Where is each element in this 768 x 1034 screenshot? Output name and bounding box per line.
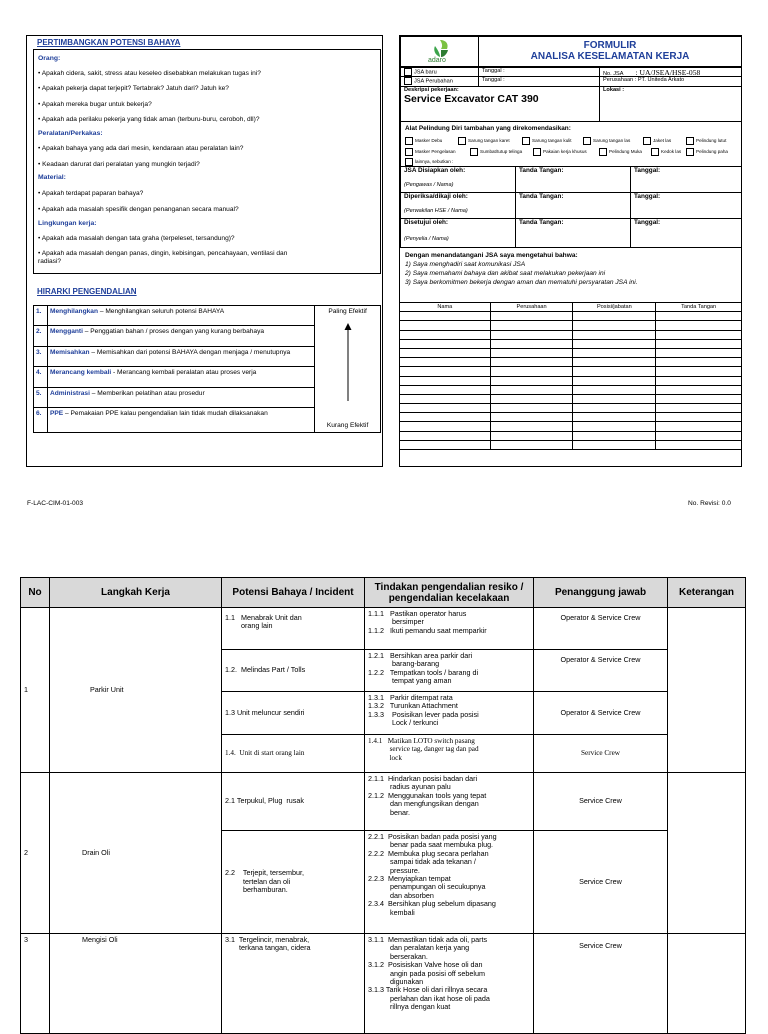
grid-row (400, 376, 742, 385)
grid-row (400, 312, 742, 321)
attendance-grid (399, 302, 742, 450)
pj-cell: Service Crew (534, 773, 668, 831)
grid-row (400, 358, 742, 367)
keterangan-cell (668, 934, 746, 1034)
step-name: Drain Oli (50, 773, 222, 934)
hazard-cell: 2.1 Terpukul, Plug rusak (222, 773, 365, 831)
control-cell: 1.2.1 Bersihkan area parkir dari barang-barang 1.2.2 Tempatkan tools / barang di tempat yang aman (365, 650, 534, 692)
stmt-item: 1) Saya menghadiri saat komunikasi JSA (405, 261, 526, 268)
pj-cell: Service Crew (534, 831, 668, 934)
hirarki-row: Memisahkan – Memisahkan dari potensi BAHAYA dengan menjaga / menutupnya (47, 346, 314, 366)
hazard-cell: 2.2 Terjepit, tersembur, tertelan dan oli berhamburan. (222, 831, 365, 934)
ppe-option: Pelindung paha (686, 148, 728, 156)
control-cell: 3.1.1 Memastikan tidak ada oli, parts dan peralatan kerja yang berserakan. 3.1.2 Posisiskan Valve hose oli dan angin pada posisi off sebelum digunakan 3.1.3 Tarik Hose oli dari rillnya secara perlahan dan ikat hose oli pada rillnya dengan kuat (365, 934, 534, 1034)
hazard-cell: 1.4. Unit di start orang lain (222, 735, 365, 773)
deskripsi-label: Deskripsi pekerjaan: (404, 87, 459, 93)
hirarki-table (33, 305, 381, 433)
hirarki-no: 2. (34, 326, 48, 346)
grid-row (400, 394, 742, 403)
jsa-steps-table (20, 577, 746, 1034)
logo-text: adaro (428, 57, 446, 64)
sig-approved: Disetujui oleh: (Penyelia / Nama) (400, 218, 516, 248)
potensi-item: • Apakah ada masalah dengan panas, dingin, kebisingan, pencahayaan, ventilasi dan (38, 250, 288, 257)
hirarki-row: Mengganti – Penggatian bahan / proses dengan yang kurang berbahaya (47, 326, 314, 346)
jsa-perubahan-cell: JSA Perubahan (400, 76, 479, 87)
group-head-orang: Orang: (38, 55, 61, 62)
grid-header: Nama (400, 303, 491, 312)
grid-header: Posisi/jabatan (573, 303, 656, 312)
col-keterangan: Keterangan (668, 578, 746, 608)
jsa-baru-checkbox[interactable] (404, 68, 412, 76)
step-no: 1 (21, 608, 50, 773)
ppe-option: lainnya, sebutkan : (405, 158, 453, 166)
control-cell: 2.1.1 Hindarkan posisi badan dari radius ayunan palu 2.1.2 Menggunakan tools yang tepat dan mengfungsikan dengan benar. (365, 773, 534, 831)
revision-number: No. Revisi: 0.0 (688, 500, 731, 507)
step-name: Mengisi Oli (50, 934, 222, 1034)
col-tindakan: Tindakan pengendalian resiko / pengendalian kecelakaan (365, 578, 534, 608)
group-head-lingkungan: Lingkungan kerja: (38, 220, 97, 227)
grid-row (400, 440, 742, 449)
ppe-option: Jaket las (643, 137, 671, 145)
step-no: 2 (21, 773, 50, 934)
adaro-logo-icon (430, 38, 452, 58)
col-potensi: Potensi Bahaya / Incident (222, 578, 365, 608)
deskripsi-value: Service Excavator CAT 390 (404, 93, 539, 105)
ppe-option: Sarung tangan kulit (522, 137, 572, 145)
form-title-cell (478, 36, 742, 67)
stmt-item: 2) Saya memahami bahaya dan akibat saat melakukan pekerjaan ini (405, 270, 606, 277)
control-cell: 1.3.1 Parkir ditempat rata 1.3.2 Turunkan Attachment 1.3.3 Posisikan lever pada posisi Lock / terkunci (365, 692, 534, 735)
col-pj: Penanggung jawab (534, 578, 668, 608)
effectiveness-column (315, 306, 381, 433)
tanggal-cell: Tanggal : (478, 76, 600, 87)
form-code: F-LAC-CIM-01-003 (27, 500, 84, 507)
hirarki-no: 4. (34, 367, 48, 387)
no-jsa-cell: No. JSA : UA/JSEA/HSE-058 (599, 67, 742, 77)
pj-cell: Operator & Service Crew (534, 608, 668, 650)
group-head-material: Material: (38, 174, 66, 181)
grid-row (400, 339, 742, 348)
pj-cell: Service Crew (534, 934, 668, 1034)
up-arrow-icon (343, 323, 353, 403)
control-cell: 1.1.1 Pastikan operator harus bersimper 1.1.2 Ikuti pemandu saat memparkir (365, 608, 534, 650)
grid-row (400, 367, 742, 376)
hazard-cell: 1.1 Menabrak Unit dan orang lain (222, 608, 365, 650)
grid-row (400, 330, 742, 339)
hirarki-row: Administrasi – Memberikan pelatihan atau prosedur (47, 387, 314, 407)
grid-row (400, 413, 742, 422)
hirarki-title: HIRARKI PENGENDALIAN (37, 287, 137, 296)
ppe-option: Masker Debu (405, 137, 442, 145)
potensi-item: • Apakah mereka bugar untuk bekerja? (38, 101, 152, 108)
control-cell: 2.2.1 Posisikan badan pada posisi yang benar pada saat membuka plug. 2.2.2 Membuka plug secara perlahan sampai tidak ada tekanan / pressure. 2.2.3 Menyiapkan tempat penampungan oli secukupnya dan absorben 2.3.4 Bersihkan plug sebelum dipasang kembali (365, 831, 534, 934)
grid-row (400, 321, 742, 330)
lokasi-cell: Lokasi : (599, 86, 742, 122)
hazard-cell: 1.2. Melindas Part / Tolls (222, 650, 365, 692)
sig-reviewed: Diperiksa/dikaji oleh: (Perwakilan HSE / Nama) (400, 192, 516, 219)
ppe-option: Pelindung Muka (599, 148, 642, 156)
grid-row (400, 431, 742, 440)
least-effective-label: Kurang Efektif (326, 422, 369, 429)
sig-tanggal: Tanggal: (630, 218, 742, 248)
grid-row (400, 385, 742, 394)
col-no: No (21, 578, 50, 608)
potensi-item: • Apakah ada perilaku pekerja yang tidak aman (terburu-buru, ceroboh, dll)? (38, 116, 260, 123)
sig-tanggal: Tanggal: (630, 192, 742, 219)
potensi-item: • Apakah ada masalah spesifik dengan penanganan secara manual? (38, 206, 239, 213)
grid-row (400, 404, 742, 413)
group-head-peralatan: Peralatan/Perkakas: (38, 130, 103, 137)
hirarki-row: Merancang kembali - Merancang kembali peralatan atau proses verja (47, 367, 314, 387)
sig-tanda-tangan: Tanda Tangan: (515, 218, 631, 248)
potensi-item: • Apakah cidera, sakit, stress atau keseleo disebabkan melakukan tugas ini? (38, 70, 261, 77)
potensi-item: • Apakah terdapat paparan bahaya? (38, 190, 144, 197)
ppe-option: Pakaian kerja khusus (533, 148, 587, 156)
col-langkah: Langkah Kerja (50, 578, 222, 608)
ppe-option: Sarung tangan las (583, 137, 630, 145)
hirarki-row: Menghilangkan – Menghilangkan seluruh potensi BAHAYA (47, 306, 314, 326)
keterangan-cell (668, 608, 746, 773)
potensi-item: • Apakah bahaya yang ada dari mesin, kendaraan atau peralatan lain? (38, 145, 244, 152)
apd-title: Alat Pelindung Diri tambahan yang direkomendasikan: (405, 125, 571, 132)
jsa-perubahan-checkbox[interactable] (404, 77, 412, 85)
keterangan-cell (668, 773, 746, 934)
potensi-title: PERTIMBANGKAN POTENSI BAHAYA (37, 38, 181, 47)
control-cell: 1.4.1 Matikan LOTO switch pasang service tag, danger tag dan pad lock (365, 735, 534, 773)
ppe-option: Sarung tangan karet (458, 137, 510, 145)
pj-cell: Service Crew (534, 735, 668, 773)
hirarki-no: 5. (34, 387, 48, 407)
ppe-option: Pelindung lutut (686, 137, 726, 145)
form-subtitle: ANALISA KESELAMATAN KERJA (530, 51, 690, 62)
hirarki-no: 3. (34, 346, 48, 366)
hirarki-no: 1. (34, 306, 48, 326)
ppe-option: Sumbat/tutup telinga (470, 148, 522, 156)
hirarki-row: PPE – Pemakaian PPE kalau pengendalian lain tidak mudah dilaksanakan (47, 408, 314, 433)
potensi-box (33, 49, 381, 274)
sig-tanda-tangan: Tanda Tangan: (515, 166, 631, 193)
jsa-baru-cell: JSA baru (400, 67, 479, 77)
apd-cell (400, 121, 742, 167)
potensi-item: • Apakah ada masalah dengan tata graha (terpeleset, tersandung)? (38, 235, 235, 242)
no-jsa-value: : UA/JSEA/HSE-058 (635, 68, 701, 77)
sig-tanda-tangan: Tanda Tangan: (515, 192, 631, 219)
grid-row (400, 348, 742, 357)
step-name: Parkir Unit (50, 608, 222, 773)
step-no: 3 (21, 934, 50, 1034)
grid-row (400, 422, 742, 431)
sig-prepared: JSA Disiapkan oleh: (Pengawas / Nama) (400, 166, 516, 193)
stmt-item: 3) Saya berkomitmen bekerja dengan aman dan mematuhi persyaratan JSA ini. (405, 279, 638, 286)
most-effective-label: Paling Efektif (328, 308, 367, 315)
potensi-item: • Apakah pekerja dapat terjepit? Tertabrak? Jatuh dari? Jatuh ke? (38, 85, 229, 92)
perusahaan-cell: Perusahaan : PT. Uniteda Arkato (599, 76, 742, 87)
ppe-option: Kedok las (651, 148, 681, 156)
hazard-cell: 1.3 Unit meluncur sendiri (222, 692, 365, 735)
sig-tanggal: Tanggal: (630, 166, 742, 193)
hirarki-no: 6. (34, 408, 48, 433)
ppe-option: Masker Pengelasan (405, 148, 456, 156)
deskripsi-cell (400, 86, 600, 122)
form-title: FORMULIR (583, 40, 637, 51)
grid-header: Perusahaan (490, 303, 573, 312)
stmt-title: Dengan menandatangani JSA saya mengetahui bahwa: (405, 252, 578, 259)
tanggal-cell: Tanggal : (478, 67, 600, 77)
potensi-item: • Keadaan darurat dari peralatan yang mungkin terjadi? (38, 161, 200, 168)
potensi-item: radiasi? (38, 258, 62, 265)
pj-cell: Operator & Service Crew (534, 692, 668, 735)
hazard-cell: 3.1 Tergelincir, menabrak, terkana tangan, cidera (222, 934, 365, 1034)
pj-cell: Operator & Service Crew (534, 650, 668, 692)
grid-header: Tanda Tangan (656, 303, 742, 312)
logo-cell (400, 36, 479, 67)
